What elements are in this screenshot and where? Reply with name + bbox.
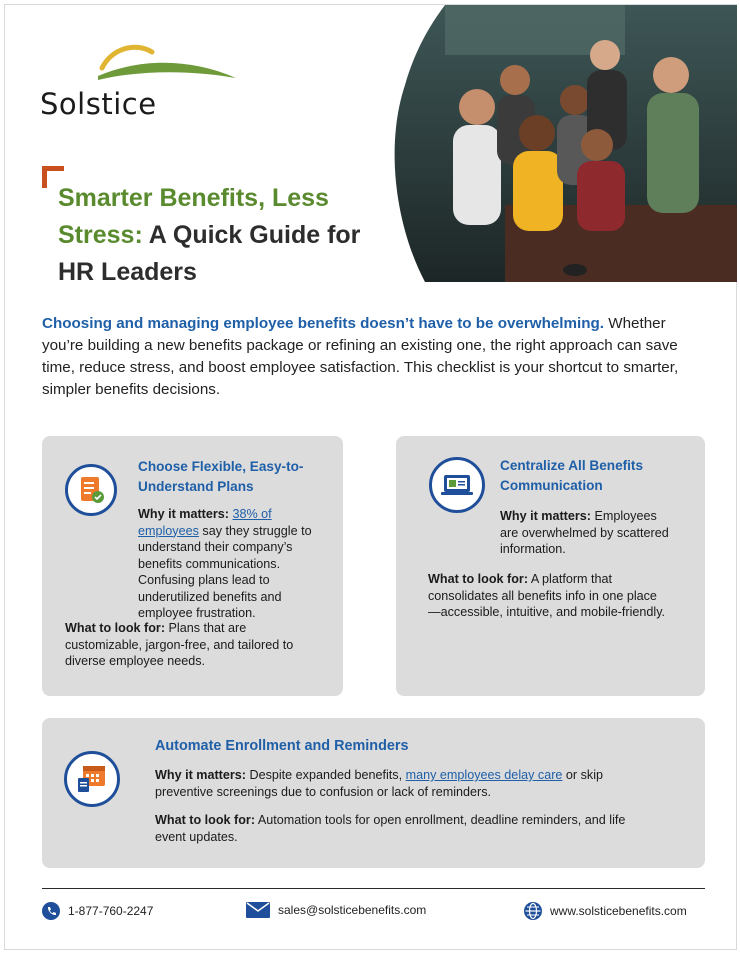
intro-paragraph [42,313,702,401]
card-why-it-matters [428,508,678,558]
phone-number: 1-877-760-2247 [68,904,154,918]
delay-care-link[interactable]: many employees delay care [405,768,563,782]
title-dark-part: A Quick Guide for HR Leaders [58,221,361,286]
look-text: Automation tools for open enrollment, deadline reminders, and life event updates. [155,813,626,844]
card-title: Centralize All Benefits Communication [500,458,644,493]
logo-swoosh-icon [40,40,240,90]
calendar-document-icon [64,751,120,807]
footer-email[interactable] [246,902,426,918]
phone-icon [42,902,60,920]
look-label: What to look for: [155,813,256,827]
why-label: Why it matters: [138,507,229,521]
footer-divider [42,888,705,889]
why-text: Employees are overwhelmed by scattered information. [500,509,669,556]
website-url: www.solsticebenefits.com [550,904,687,918]
solstice-logo [40,40,240,120]
card-centralize-communication [396,436,705,696]
email-envelope-icon [246,902,270,918]
card-why-it-matters [65,506,325,622]
page-title [58,180,388,291]
laptop-id-card-icon [429,457,485,513]
intro-body: Whether you’re building a new benefits package or refining an existing one, the right approach can save time, reduce stress, and boost employee satisfaction. This checklist is your shortcut to smarter, simpler benefits decisions. [42,315,679,398]
look-label: What to look for: [428,572,529,586]
card-what-to-look-for [65,620,325,670]
look-text: A platform that consolidates all benefits info in one place—accessible, intuitive, and mobile-friendly. [428,572,666,619]
stat-link-38-percent[interactable]: 38% of employees [138,507,272,538]
team-photo [385,5,737,282]
look-label: What to look for: [65,621,166,635]
why-label: Why it matters: [500,509,591,523]
card-what-to-look-for [428,571,668,621]
card-flexible-plans [42,436,343,696]
card-why-it-matters [155,767,645,800]
look-text: Plans that are customizable, jargon-free, and tailored to diverse employee needs. [65,621,294,668]
why-text-after: or skip preventive screenings due to confusion or lack of reminders. [155,768,604,799]
why-text-before: Despite expanded benefits, [245,768,406,782]
globe-icon [524,902,542,920]
title-green-part: Smarter Benefits, Less Stress: [58,184,329,249]
card-title: Choose Flexible, Easy-to-Understand Plans [138,459,304,494]
card-automate-enrollment [42,718,705,868]
why-text: say they struggle to understand their company’s benefits communications. Confusing plans lead to underutilized benefits and employee frustration. [138,523,312,620]
footer-website[interactable] [524,902,687,920]
email-address: sales@solsticebenefits.com [278,903,427,917]
why-label: Why it matters: [155,768,246,782]
card-title: Automate Enrollment and Reminders [155,738,409,754]
card-what-to-look-for [155,812,645,845]
intro-lead: Choosing and managing employee benefits doesn’t have to be overwhelming. [42,315,605,332]
logo-text: Solstice [40,87,157,121]
footer-phone[interactable] [42,902,153,920]
